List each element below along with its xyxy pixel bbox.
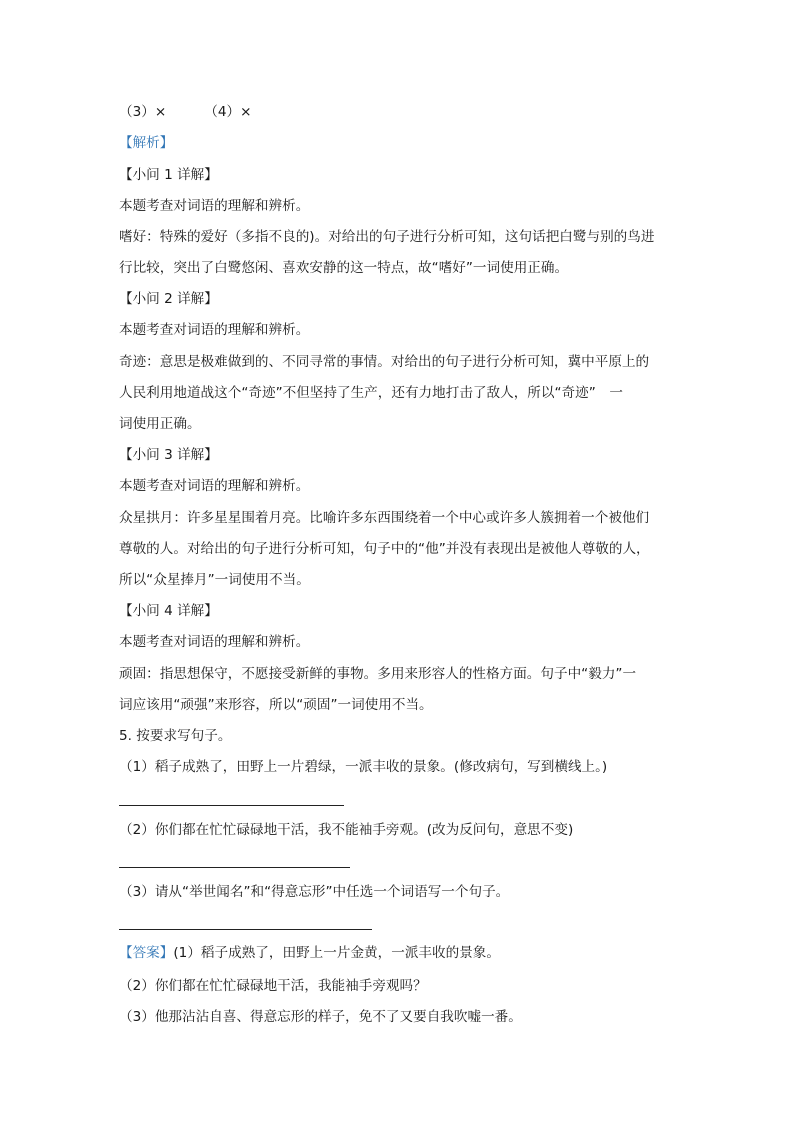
answer-line-2: （2）你们都在忙忙碌碌地干活，我能袖手旁观吗？ [119, 978, 427, 994]
answer-label: 【答案】 [119, 945, 174, 961]
section-3-line: 所以“众星捧月”一词使用不当。 [119, 572, 310, 588]
section-4-line: 顽固：指思想保守，不愿接受新鲜的事物。多用来形容人的性格方面。句子中“毅力”一 [119, 666, 637, 682]
answer-3: （3）× [119, 104, 167, 120]
section-1-line: 嗜好：特殊的爱好（多指不良的)。对给出的句子进行分析可知，这句话把白鹭与别的鸟进 [119, 229, 655, 245]
answer-line-3: （3）他那沾沾自喜、得意忘形的样子，免不了又要自我吹嘘一番。 [119, 1009, 522, 1025]
section-3-intro: 本题考查对词语的理解和辨析。 [119, 478, 310, 494]
section-3-line: 众星拱月：许多星星围着月亮。比喻许多东西围绕着一个中心或许多人簇拥着一个被他们 [119, 510, 650, 526]
section-2-heading: 【小问 2 详解】 [119, 291, 218, 307]
prev-answers-line [119, 103, 251, 121]
section-2-line: 人民利用地道战这个“奇迹”不但坚持了生产，还有力地打击了敌人，所以“奇迹” 一 [119, 385, 623, 401]
answer-blank-line-3 [119, 929, 372, 930]
section-4-heading: 【小问 4 详解】 [119, 603, 218, 619]
answer-4: （4）× [204, 104, 252, 120]
section-1-heading: 【小问 1 详解】 [119, 167, 218, 183]
answer-text-1: (1）稻子成熟了，田野上一片金黄，一派丰收的景象。 [173, 945, 500, 961]
section-4-line: 词应该用“顽强”来形容，所以“顽固”一词使用不当。 [119, 697, 433, 713]
section-2-line: 词使用正确。 [119, 416, 201, 432]
question-5-title: 5. 按要求写句子。 [119, 728, 232, 744]
section-1-line: 行比较，突出了白鹭悠闲、喜欢安静的这一特点，故“嗜好”一词使用正确。 [119, 260, 569, 276]
answer-blank-line-2 [119, 867, 350, 868]
section-1-intro: 本题考查对词语的理解和辨析。 [119, 198, 310, 214]
section-4-intro: 本题考查对词语的理解和辨析。 [119, 634, 310, 650]
question-5-item-2: （2）你们都在忙忙碌碌地干活，我不能袖手旁观。(改为反问句，意思不变) [119, 822, 574, 838]
section-2-line: 奇迹：意思是极难做到的、不同寻常的事情。对给出的句子进行分析可知，冀中平原上的 [119, 354, 650, 370]
analysis-label: 【解析】 [119, 135, 174, 151]
answer-blank-line-1 [119, 805, 344, 806]
question-5-item-1: （1）稻子成熟了，田野上一片碧绿，一派丰收的景象。(修改病句，写到横线上。) [119, 759, 608, 775]
question-5-item-3: （3）请从“举世闻名”和“得意忘形”中任选一个词语写一个句子。 [119, 884, 510, 900]
section-3-line: 尊敬的人。对给出的句子进行分析可知，句子中的“他”并没有表现出是被他人尊敬的人， [119, 541, 650, 557]
answer-line-1 [119, 944, 500, 962]
section-2-intro: 本题考查对词语的理解和辨析。 [119, 322, 310, 338]
section-3-heading: 【小问 3 详解】 [119, 447, 218, 463]
